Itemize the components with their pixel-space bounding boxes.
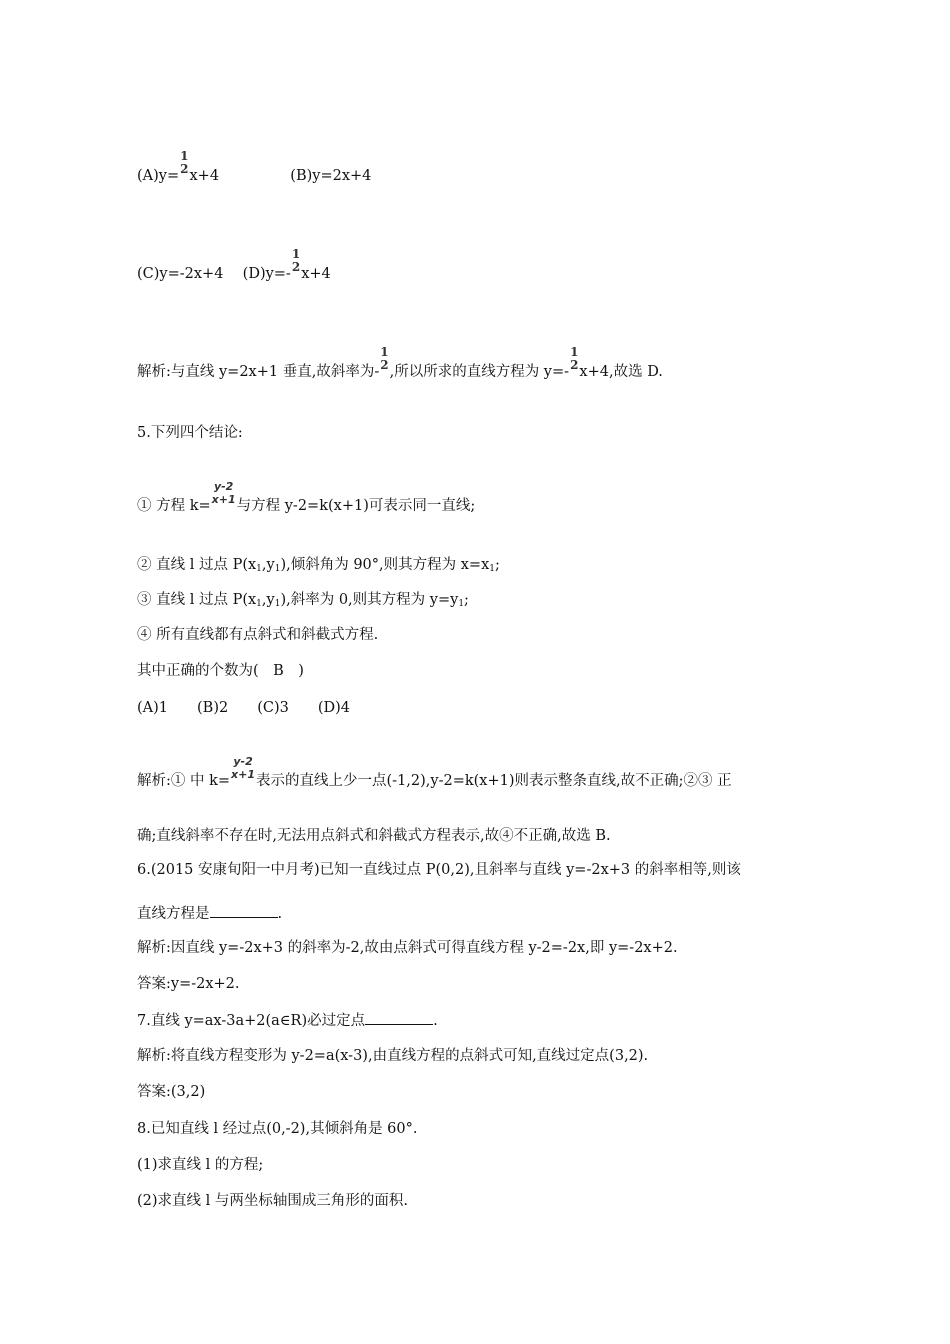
q4-options-ab	[137, 149, 372, 186]
option-d-fraction: 1 2	[291, 247, 301, 274]
q5-stem: 5.下列四个结论:	[137, 425, 243, 441]
q7-answer: 答案:(3,2)	[137, 1084, 206, 1100]
q7-analysis: 解析:将直线方程变形为 y-2=a(x-3),由直线方程的点斜式可知,直线过定点(3,2).	[137, 1048, 649, 1064]
q6-stem-line1: 6.(2015 安康旬阳一中月考)已知一直线过点 P(0,2),且斜率与直线 y=-2x+3 的斜率相等,则该	[137, 862, 741, 878]
q5-analysis: 解析:① 中 k= y-2 x+1 表示的直线上少一点(-1,2),y-2=k(x+1)则表示整条直线,故不正确;②③ 正	[137, 755, 732, 789]
q8-stem: 8.已知直线 l 经过点(0,-2),其倾斜角是 60°.	[137, 1121, 418, 1137]
q5-statement-4: ④ 所有直线都有点斜式和斜截式方程.	[137, 627, 379, 643]
answer-blank	[365, 1010, 433, 1025]
q5-analysis-line2: 确;直线斜率不存在时,无法用点斜式和斜截式方程表示,故④不正确,故选 B.	[137, 828, 611, 844]
q8-part-1: (1)求直线 l 的方程;	[137, 1157, 264, 1173]
q5-options: (A)1 (B)2 (C)3 (D)4	[137, 700, 351, 716]
q6-stem-line2: 直线方程是 .	[137, 903, 282, 924]
analysis-fraction-1: 1 2	[380, 345, 389, 372]
option-d-suffix: x+4	[301, 266, 331, 282]
q6-answer: 答案:y=-2x+2.	[137, 976, 240, 992]
q4-options-cd	[137, 247, 331, 284]
q4-analysis: 解析:与直线 y=2x+1 垂直,故斜率为- 1 2 ,所以所求的直线方程为 y=- 1 2 x+4,故选 D.	[137, 345, 663, 380]
q5-statement-2: ② 直线 l 过点 $P(x_1,y_1)$,倾斜角为 90°,则其方程为 $x=x_1$;	[137, 557, 500, 574]
option-d-prefix: (D)y=-	[242, 266, 291, 282]
answer-blank	[210, 903, 278, 918]
analysis-fraction: y-2 x+1	[231, 755, 256, 781]
q8-part-2: (2)求直线 l 与两坐标轴围成三角形的面积.	[137, 1193, 409, 1209]
option-c: (C)y=-2x+4	[137, 266, 224, 282]
q5-statement-1: ① 方程 k= y-2 x+1 与方程 y-2=k(x+1)可表示同一直线;	[137, 480, 476, 514]
q6-analysis: 解析:因直线 y=-2x+3 的斜率为-2,故由点斜式可得直线方程 y-2=-2x,即 y=-2x+2.	[137, 940, 678, 956]
q5-question: 其中正确的个数为( B )	[137, 663, 304, 679]
statement-1-fraction: y-2 x+1	[211, 480, 236, 506]
analysis-fraction-2: 1 2	[570, 345, 579, 372]
option-a-prefix: (A)y=	[137, 168, 180, 184]
q7-stem: 7.直线 y=ax-3a+2(a∈R)必过定点 .	[137, 1010, 438, 1031]
option-b: (B)y=2x+4	[290, 168, 372, 184]
option-a-fraction: 1 2	[180, 149, 189, 176]
q5-statement-3: ③ 直线 l 过点 $P(x_1,y_1)$,斜率为 0,则其方程为 $y=y_1$;	[137, 592, 469, 609]
option-a-suffix: x+4	[189, 168, 220, 184]
